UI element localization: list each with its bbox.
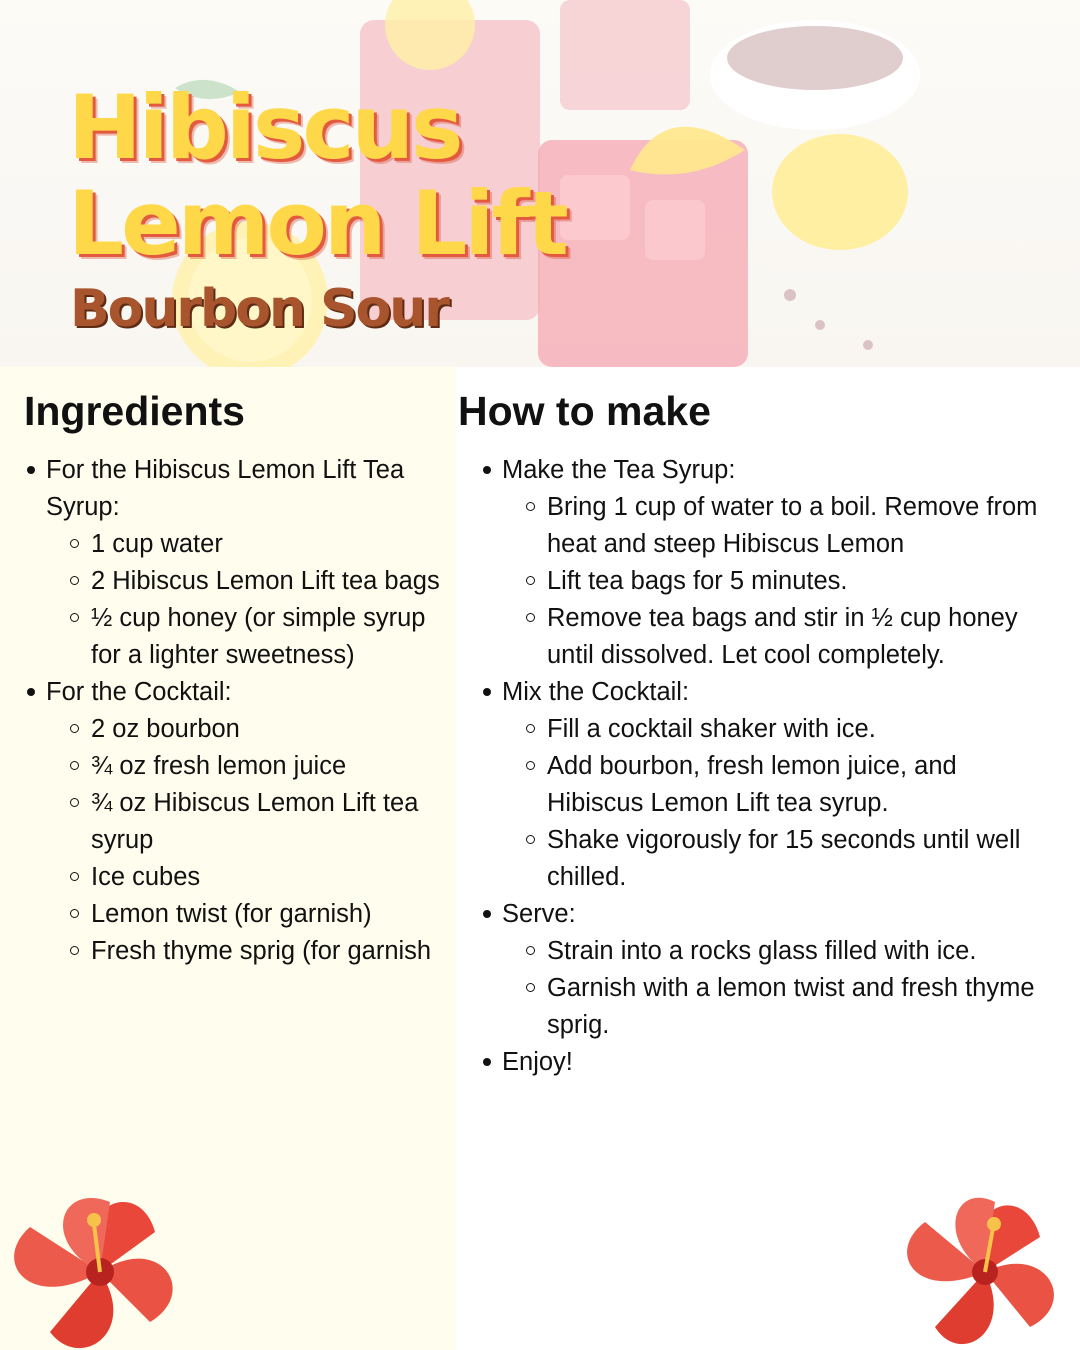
sub-list-item: Hibiscus Lemon Lift tea syrup.: [547, 789, 889, 817]
sub-list-item: Add bourbon, fresh lemon juice, and: [480, 748, 1076, 785]
sub-list-item: 2 oz bourbon: [24, 711, 456, 748]
sub-list-item: ¾ oz Hibiscus Lemon Lift tea: [24, 785, 456, 822]
list-item: For the Cocktail:: [24, 674, 456, 711]
ingredients-list: [24, 452, 456, 970]
sub-list-item: Shake vigorously for 15 seconds until well: [480, 822, 1076, 859]
hibiscus-flower-icon: [895, 1180, 1080, 1350]
sub-list-item: ½ cup honey (or simple syrup: [24, 600, 456, 637]
title-line-1: Hibiscus: [68, 76, 461, 179]
list-item: Make the Tea Syrup:: [480, 452, 1076, 489]
sub-list-item: for a lighter sweetness): [91, 641, 355, 669]
ingredients-heading: Ingredients: [24, 388, 245, 434]
sub-list-item: Fill a cocktail shaker with ice.: [480, 711, 1076, 748]
sub-list-item: Strain into a rocks glass filled with ice.: [480, 933, 1076, 970]
sub-list-item: chilled.: [547, 863, 627, 891]
sub-list-item: sprig.: [547, 1011, 610, 1039]
list-item: For the Hibiscus Lemon Lift Tea: [24, 452, 456, 489]
sub-list-item: heat and steep Hibiscus Lemon: [547, 530, 905, 558]
list-item: Serve:: [480, 896, 1076, 933]
sub-list-item: until dissolved. Let cool completely.: [547, 641, 945, 669]
how-to-make-heading: How to make: [458, 388, 711, 434]
sub-list-item: Lemon twist (for garnish): [24, 896, 456, 933]
list-item: Enjoy!: [480, 1044, 1076, 1081]
title-line-2: Lemon Lift: [68, 172, 566, 275]
sub-list-item: Remove tea bags and stir in ½ cup honey: [480, 600, 1076, 637]
instructions-list: [480, 452, 1076, 1081]
list-item: Syrup:: [46, 493, 120, 521]
hibiscus-flower-icon: [0, 1172, 200, 1350]
sub-list-item: 2 Hibiscus Lemon Lift tea bags: [24, 563, 456, 600]
sub-list-item: 1 cup water: [24, 526, 456, 563]
subtitle: Bourbon Sour: [70, 279, 448, 339]
sub-list-item: Garnish with a lemon twist and fresh thyme: [480, 970, 1076, 1007]
hero-banner: [0, 0, 1080, 367]
sub-list-item: syrup: [91, 826, 154, 854]
sub-list-item: Fresh thyme sprig (for garnish: [24, 933, 456, 970]
sub-list-item: Lift tea bags for 5 minutes.: [480, 563, 1076, 600]
sub-list-item: Bring 1 cup of water to a boil. Remove from: [480, 489, 1076, 526]
sub-list-item: Ice cubes: [24, 859, 456, 896]
sub-list-item: ¾ oz fresh lemon juice: [24, 748, 456, 785]
list-item: Mix the Cocktail:: [480, 674, 1076, 711]
